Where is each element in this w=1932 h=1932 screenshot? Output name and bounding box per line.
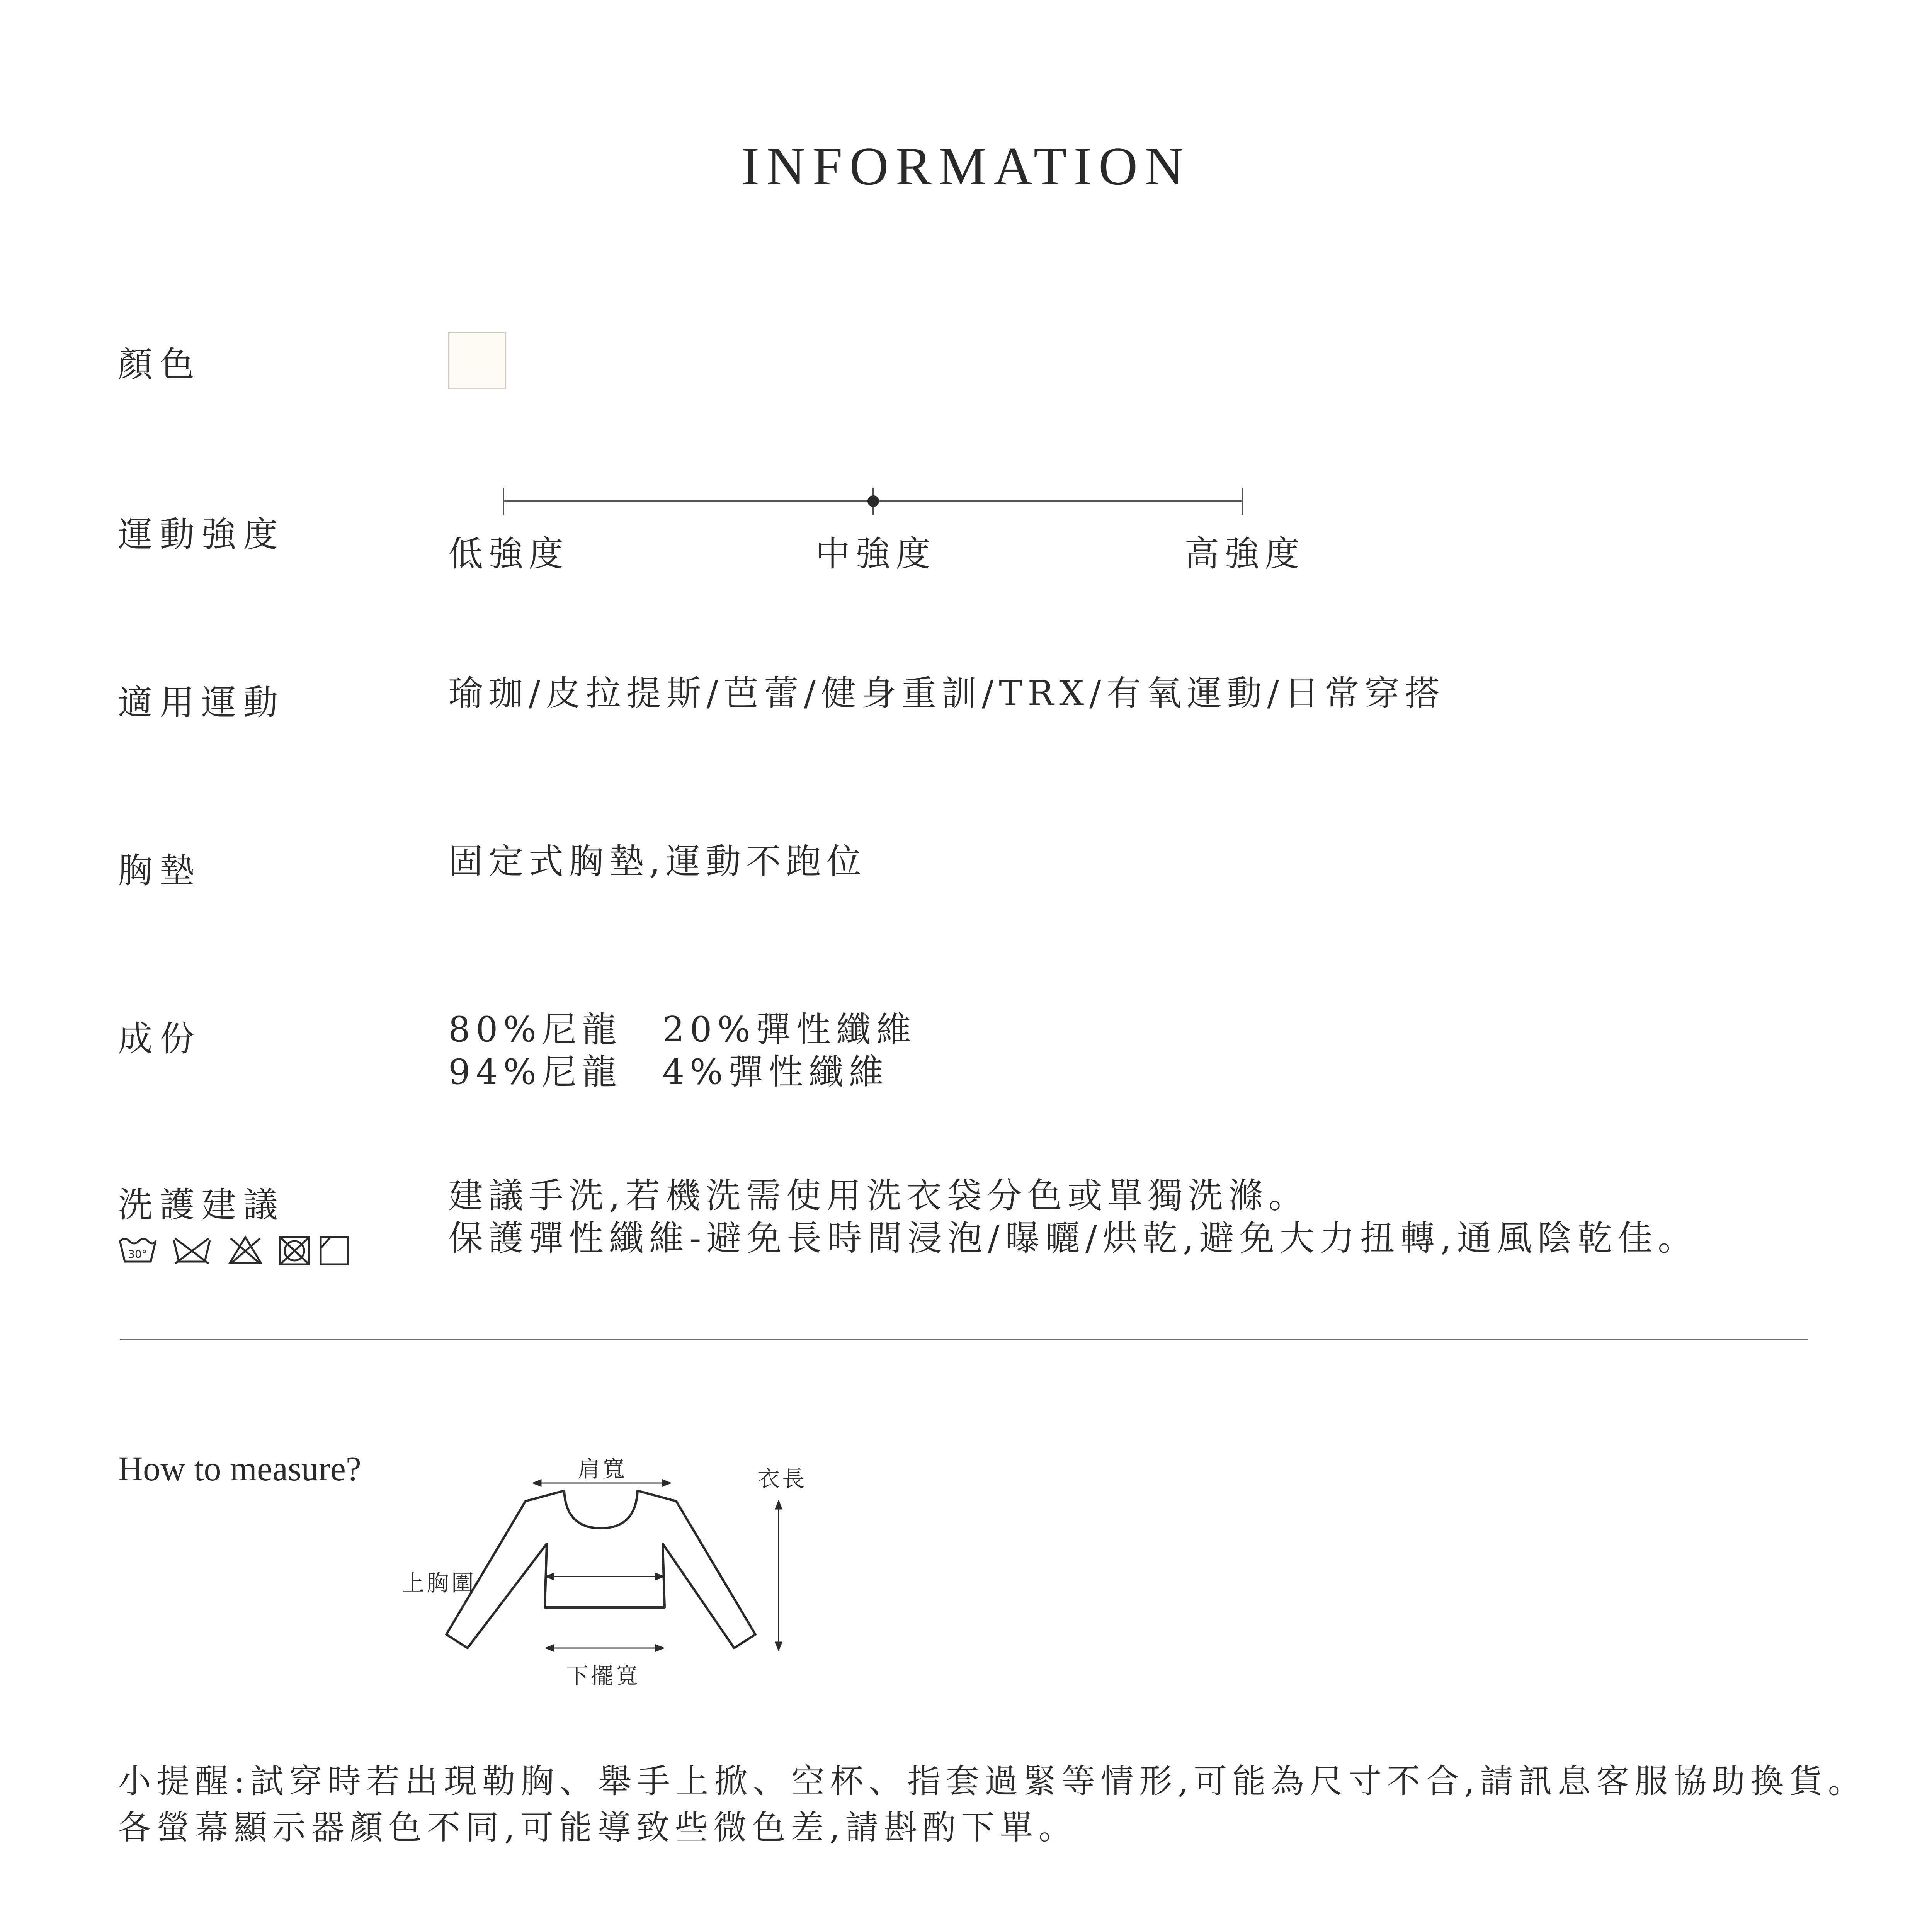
care-line-2: 保護彈性纖維-避免長時間浸泡/曝曬/烘乾,避免大力扭轉,通風陰乾佳。 <box>448 1218 1698 1259</box>
color-swatch[interactable] <box>448 332 506 389</box>
intensity-level-mid: 中強度 <box>815 534 936 574</box>
label-hem-width: 下擺寬 <box>566 1663 641 1689</box>
page-title: INFORMATION <box>741 136 1191 196</box>
label-shoulder-width: 肩寬 <box>578 1456 628 1482</box>
intensity-label: 運動強度 <box>118 514 285 555</box>
composition-line-2: 94%尼龍 4%彈性纖維 <box>448 1052 889 1092</box>
garment-outline-icon <box>446 1491 755 1648</box>
no-dry-clean-icon <box>280 1237 309 1264</box>
intensity-tick-low <box>503 488 504 515</box>
care-label: 洗護建議 <box>118 1185 285 1225</box>
note-line-2: 各螢幕顯示器顏色不同,可能導致些微色差,請斟酌下單。 <box>118 1808 1077 1847</box>
label-length: 衣長 <box>757 1466 807 1492</box>
pad-value: 固定式胸墊,運動不跑位 <box>448 841 867 882</box>
intensity-level-low: 低強度 <box>448 534 569 574</box>
hand-wash-30-icon <box>120 1239 156 1262</box>
sports-label: 適用運動 <box>118 682 285 723</box>
intensity-level-high: 高強度 <box>1184 534 1305 574</box>
no-tumble-dry-icon <box>230 1237 261 1264</box>
composition-line-1: 80%尼龍 20%彈性纖維 <box>448 1009 917 1050</box>
svg-text:30°: 30° <box>128 1248 147 1260</box>
section-divider <box>120 1339 1808 1340</box>
intensity-marker <box>867 495 879 507</box>
no-bleach-icon <box>174 1238 210 1264</box>
composition-label: 成份 <box>118 1019 201 1059</box>
sports-value: 瑜珈/皮拉提斯/芭蕾/健身重訓/TRX/有氧運動/日常穿搭 <box>448 673 1445 714</box>
dry-flat-shade-icon <box>321 1237 348 1264</box>
color-label: 顏色 <box>118 344 201 385</box>
measure-title: How to measure? <box>118 1450 361 1488</box>
label-chest: 上胸圍 <box>402 1570 476 1596</box>
care-line-1: 建議手洗,若機洗需使用洗衣袋分色或單獨洗滌。 <box>448 1175 1309 1216</box>
note-line-1: 小提醒:試穿時若出現勒胸、舉手上掀、空杯、指套過緊等情形,可能為尺寸不合,請訊息客服協助換貨。 <box>118 1762 1867 1801</box>
care-icons <box>118 1233 350 1269</box>
pad-label: 胸墊 <box>118 850 201 891</box>
intensity-tick-high <box>1242 488 1243 515</box>
